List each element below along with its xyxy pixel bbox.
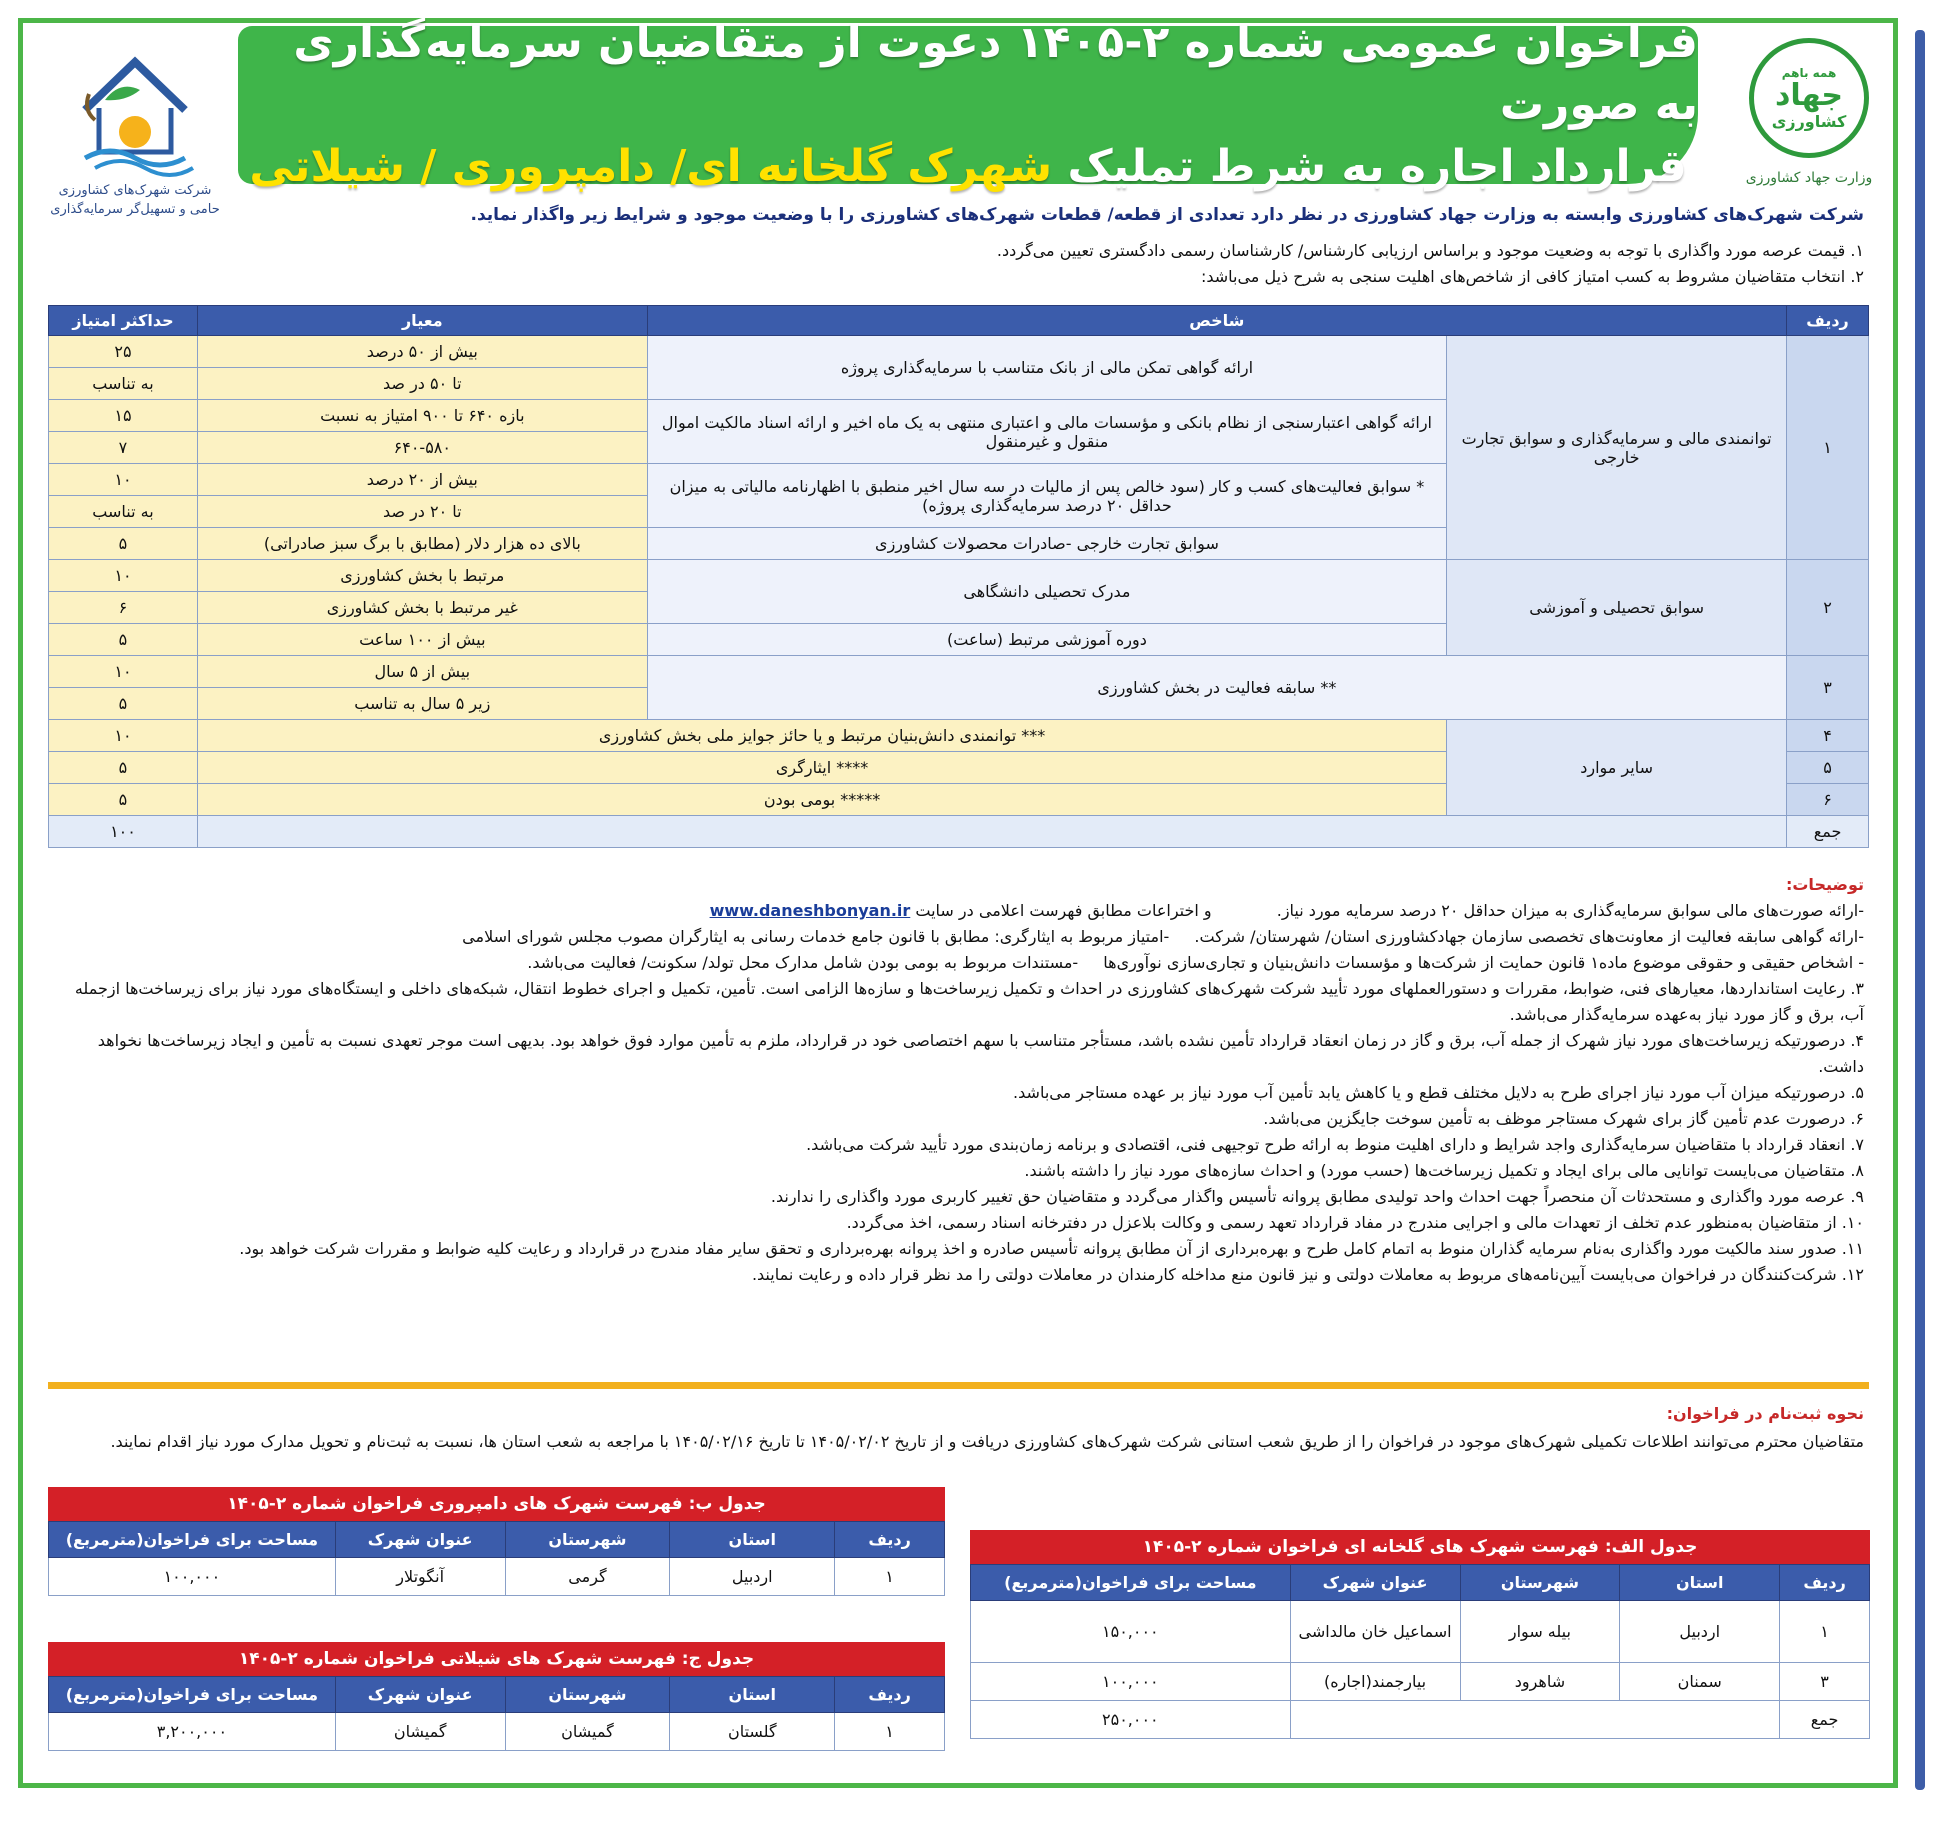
cell: گمیشان <box>505 1713 670 1751</box>
rule-7: ۷. انعقاد قرارداد با متقاضیان سرمایه‌گذاری واجد شرایط و دارای اهلیت منوط به ارائه طرح توجیهی فنی، اقتصادی و برنامه زمان‌بندی مورد تأیید شرکت می‌باشد. <box>806 1135 1864 1154</box>
cell: ۱ <box>835 1713 945 1751</box>
max-cell: ۲۵ <box>49 336 198 368</box>
note-text: -مستندات مربوط به بومی بودن شامل مدارک محل تولد/ سکونت/ فعالیت می‌باشد. <box>527 953 1079 972</box>
group-name: سایر موارد <box>1447 720 1787 816</box>
col-header: عنوان شهرک <box>335 1677 505 1713</box>
cell: اسماعیل خان مالداشی <box>1290 1601 1460 1663</box>
sum-empty <box>197 816 1786 848</box>
cell: گمیشان <box>335 1713 505 1751</box>
group-name: توانمندی مالی و سرمایه‌گذاری و سوابق تجارت خارجی <box>1447 336 1787 560</box>
cell: اردبیل <box>670 1558 835 1596</box>
col-header: مساحت برای فراخوان(مترمربع) <box>49 1677 336 1713</box>
table-row <box>49 336 1869 368</box>
cell: ۳ <box>1780 1663 1870 1701</box>
row-number: ۲ <box>1787 560 1869 656</box>
col-header: مساحت برای فراخوان(مترمربع) <box>971 1565 1291 1601</box>
cell: سمنان <box>1620 1663 1780 1701</box>
title-line-2 <box>249 136 1686 198</box>
group-name: سوابق تحصیلی و آموزشی <box>1447 560 1787 656</box>
cell: گرمی <box>505 1558 670 1596</box>
max-cell: ۶ <box>49 592 198 624</box>
cell: ۳,۲۰۰,۰۰۰ <box>49 1713 336 1751</box>
criterion-cell: مرتبط با بخش کشاورزی <box>197 560 647 592</box>
max-cell: به تناسب <box>49 368 198 400</box>
table-row <box>49 1713 945 1751</box>
criterion-cell: تا ۵۰ در صد <box>197 368 647 400</box>
logo-word-keshavarzi: کشاورزی <box>1771 111 1847 131</box>
cell: بیارجمند(اجاره) <box>1290 1663 1460 1701</box>
scoring-table <box>48 305 1869 848</box>
rule-2: ۲. انتخاب متقاضیان مشروط به کسب امتیاز کافی از شاخص‌های اهلیت سنجی به شرح ذیل می‌باشد: <box>1200 267 1864 286</box>
note-text: - اشخاص حقیقی و حقوقی موضوع ماده۱ قانون حمایت از شرکت‌ها و مؤسسات دانش‌بنیان و تجاری‌سازی نوآوری‌ها <box>1103 953 1864 972</box>
rule-8: ۸. متقاضیان می‌بایست توانایی مالی برای ایجاد و تکمیل زیرساخت‌ها (حسب مورد) و احداث سازه‌های مورد نیاز را داشته باشند. <box>1024 1161 1864 1180</box>
rule-10: ۱۰. از متقاضیان به‌منظور عدم تخلف از تعهدات مالی و اجرایی مندرج در مفاد قرارداد تعهد رسمی و وکالت بلاعزل در دفترخانه اسناد رسمی، اخذ می‌گردد. <box>846 1213 1864 1232</box>
ministry-caption: وزارت جهاد کشاورزی <box>1745 170 1873 186</box>
intro-text: شرکت شهرک‌های کشاورزی وابسته به وزارت جهاد کشاورزی در نظر دارد تعدادی از قطعه/ قطعات شهرک‌های کشاورزی را با وضعیت موجود و شرایط زیر واگذار نماید. <box>470 205 1864 225</box>
cell: بیله سوار <box>1460 1601 1620 1663</box>
col-header: شهرستان <box>1460 1565 1620 1601</box>
rule-4: ۴. درصورتیکه زیرساخت‌های مورد نیاز شهرک از جمله آب، برق و گاز در زمان انعقاد قرارداد تأمین نشده باشد، مستأجر متناسب با سهم اختصاصی خود در قرارداد، ملزم به تأمین موارد فوق خواهد بود. بدیهی است موجر تعهدی نسبت به تأمین و ایجاد زیرساخت‌ها نخواهد داشت. <box>97 1031 1864 1076</box>
col-header: ردیف <box>835 1522 945 1558</box>
table-fishery-title: جدول ج: فهرست شهرک های شیلاتی فراخوان شماره ۲-۱۴۰۵ <box>48 1642 945 1676</box>
header-index: شاخص <box>647 306 1786 336</box>
col-header: عنوان شهرک <box>335 1522 505 1558</box>
max-cell: ۱۵ <box>49 400 198 432</box>
index-cell: **** ایثارگری <box>197 752 1446 784</box>
logo-word-jahad: جهاد <box>1774 77 1844 113</box>
col-header: ردیف <box>1780 1565 1870 1601</box>
criterion-cell: تا ۲۰ در صد <box>197 496 647 528</box>
col-header: ردیف <box>835 1677 945 1713</box>
registration-section <box>44 1400 1864 1456</box>
note-line <box>54 924 1864 950</box>
col-header: مساحت برای فراخوان(مترمربع) <box>49 1522 336 1558</box>
sum-label: جمع <box>1780 1701 1870 1739</box>
criterion-cell: غیر مرتبط با بخش کشاورزی <box>197 592 647 624</box>
cell: آنگوتلار <box>335 1558 505 1596</box>
sum-row <box>971 1701 1870 1739</box>
row-number: ۶ <box>1787 784 1869 816</box>
sum-value: ۱۰۰ <box>49 816 198 848</box>
note-text: -ارائه گواهی سابقه فعالیت از معاونت‌های تخصصی سازمان جهادکشاورزی استان/ شهرستان/ شرکت. <box>1194 927 1864 946</box>
rule-5: ۵. درصورتیکه میزان آب مورد نیاز اجرای طرح به دلایل مختلف قطع و یا کاهش یابد تأمین آب مورد نیاز بر عهده مستاجر می‌باشد. <box>1013 1083 1864 1102</box>
sum-row <box>49 816 1869 848</box>
registration-heading: نحوه ثبت‌نام در فراخوان: <box>1666 1404 1864 1423</box>
index-cell: ارائه گواهی اعتبارسنجی از نظام بانکی و مؤسسات مالی و اعتباری منتهی به یک ماه اخیر و ارائه اسناد مالکیت اموال منقول و غیرمنقول <box>647 400 1447 464</box>
index-cell: سوابق تجارت خارجی -صادرات محصولات کشاورزی <box>647 528 1447 560</box>
rule-12: ۱۲. شرکت‌کنندگان در فراخوان می‌بایست آیین‌نامه‌های مربوط به معاملات دولتی و نیز قانون منع مداخله کارمندان در معاملات دولتی را مد نظر قرار داده و رعایت نمایند. <box>751 1265 1864 1284</box>
rule-1: ۱. قیمت عرصه مورد واگذاری با توجه به وضعیت موجود و براساس ارزیابی کارشناس/ کارشناسان رسمی دادگستری تعیین می‌گردد. <box>996 241 1864 260</box>
row-number: ۵ <box>1787 752 1869 784</box>
table-greenhouse-title: جدول الف: فهرست شهرک های گلخانه ای فراخوان شماره ۲-۱۴۰۵ <box>970 1530 1870 1564</box>
table-row <box>49 720 1869 752</box>
registration-text: متقاضیان محترم می‌توانند اطلاعات تکمیلی شهرک‌های موجود در فراخوان را از طریق شعب استانی شرکت شهرک‌های کشاورزی دریافت و از تاریخ ۱۴۰۵/۰۲/۰۲ تا تاریخ ۱۴۰۵/۰۲/۱۶ با مراجعه به شعب استان ها، نسبت به ثبت‌نام و تحویل مدارک مورد نیاز اقدام نمایند. <box>110 1432 1864 1451</box>
row-number: ۱ <box>1787 336 1869 560</box>
rule-3: ۳. رعایت استانداردها، معیارهای فنی، ضوابط، مقررات و دستورالعملهای مورد تأیید شرکت شهرک‌های کشاورزی در احداث و تکمیل زیرساخت‌ها و سازه‌ها الزامی است. تأمین، تکمیل و اجرای خطوط انتقال، شبکه‌های داخلی و ایستگاه‌های مورد نیاز برای زیرساخت‌ها ازجمله آب، برق و گاز مورد نیاز به‌عهده سرمایه‌گذار می‌باشد. <box>74 979 1864 1024</box>
max-cell: ۷ <box>49 432 198 464</box>
page-scrollbar[interactable] <box>1915 30 1925 1790</box>
criterion-cell: بیش از ۵ سال <box>197 656 647 688</box>
table-header-row <box>971 1565 1870 1601</box>
col-header: استان <box>670 1677 835 1713</box>
table-greenhouse <box>970 1530 1870 1739</box>
max-cell: ۱۰ <box>49 560 198 592</box>
table-header-row <box>49 1522 945 1558</box>
cell: شاهرود <box>1460 1663 1620 1701</box>
index-cell: *** توانمندی دانش‌بنیان مرتبط و یا حائز جوایز ملی بخش کشاورزی <box>197 720 1446 752</box>
col-header: استان <box>1620 1565 1780 1601</box>
company-caption-1: شرکت شهرک‌های کشاورزی <box>58 183 212 198</box>
sum-label: جمع <box>1787 816 1869 848</box>
rule-11: ۱۱. صدور سند مالکیت مورد واگذاری به‌نام سرمایه گذاران منوط به اتمام کامل طرح و بهره‌برداری از آن مطابق پروانه تأسیس صادره و اخذ پروانه بهره‌برداری و تحقق سایر مفاد مندرج در قرارداد و رعایت کلیه ضوابط و مقررات شرکت خواهد بود. <box>239 1239 1864 1258</box>
col-header: استان <box>670 1522 835 1558</box>
cell: ۱ <box>1780 1601 1870 1663</box>
table-livestock <box>48 1487 945 1596</box>
table-row <box>971 1663 1870 1701</box>
logo-slogan: همه باهم <box>1781 65 1837 80</box>
jahad-logo-circle <box>1749 38 1869 158</box>
table-row <box>49 1558 945 1596</box>
max-cell: ۵ <box>49 784 198 816</box>
sum-value: ۲۵۰,۰۰۰ <box>971 1701 1291 1739</box>
index-cell: ارائه گواهی تمکن مالی از بانک متناسب با سرمایه‌گذاری پروژه <box>647 336 1447 400</box>
header-criterion: معیار <box>197 306 647 336</box>
criterion-cell: بیش از ۱۰۰ ساعت <box>197 624 647 656</box>
company-logo <box>40 40 230 218</box>
row-number: ۴ <box>1787 720 1869 752</box>
note-text: و اختراعات مطابق فهرست اعلامی در سایت <box>915 901 1212 920</box>
header-row-no: ردیف <box>1787 306 1869 336</box>
note-line <box>54 950 1864 976</box>
index-cell: ***** بومی بودن <box>197 784 1446 816</box>
criterion-cell: زیر ۵ سال به تناسب <box>197 688 647 720</box>
title-banner <box>238 17 1698 192</box>
col-header: عنوان شهرک <box>1290 1565 1460 1601</box>
index-cell: * سوابق فعالیت‌های کسب و کار (سود خالص پس از مالیات در سه سال اخیر منطبق با اظهارنامه مالیاتی به میزان حداقل ۲۰ درصد سرمایه‌گذاری پروژه) <box>647 464 1447 528</box>
title-line-2-highlight: شهرک گلخانه ای/ دامپروری / شیلاتی <box>249 141 1053 192</box>
col-header: شهرستان <box>505 1677 670 1713</box>
title-line-2-a: قرارداد اجاره به شرط تملیک <box>1067 141 1687 192</box>
cell: ۱۰۰,۰۰۰ <box>49 1558 336 1596</box>
criterion-cell: بالای ده هزار دلار (مطابق با برگ سبز صادراتی) <box>197 528 647 560</box>
daneshbonyan-link[interactable]: www.daneshbonyan.ir <box>709 901 911 920</box>
max-cell: ۵ <box>49 752 198 784</box>
rule-6: ۶. درصورت عدم تأمین گاز برای شهرک مستاجر موظف به تأمین سوخت جایگزین می‌باشد. <box>1263 1109 1864 1128</box>
note-line <box>54 898 1864 924</box>
criterion-cell: بازه ۶۴۰ تا ۹۰۰ امتیاز به نسبت <box>197 400 647 432</box>
cell: ۱۰۰,۰۰۰ <box>971 1663 1291 1701</box>
index-cell: مدرک تحصیلی دانشگاهی <box>647 560 1447 624</box>
table-row <box>971 1601 1870 1663</box>
criterion-cell: ۶۴۰-۵۸۰ <box>197 432 647 464</box>
max-cell: ۵ <box>49 528 198 560</box>
max-cell: ۵ <box>49 624 198 656</box>
rule-9: ۹. عرصه مورد واگذاری و مستحدثات آن منحصراً جهت احداث واحد تولیدی مطابق پروانه تأسیس واگذار می‌گردد و متقاضیان حق تغییر کاربری مورد واگذاری را ندارند. <box>770 1187 1864 1206</box>
note-text: -امتیاز مربوط به ایثارگری: مطابق با قانون جامع خدمات رسانی به ایثارگران مصوب مجلس شورای اسلامی <box>462 927 1170 946</box>
table-livestock-title: جدول ب: فهرست شهرک های دامپروری فراخوان شماره ۲-۱۴۰۵ <box>48 1487 945 1521</box>
table-row <box>49 560 1869 592</box>
greenhouse-icon <box>65 40 205 180</box>
company-caption-2: حامی و تسهیل‌گر سرمایه‌گذاری <box>50 202 220 217</box>
col-header: شهرستان <box>505 1522 670 1558</box>
table-fishery <box>48 1642 945 1751</box>
scoring-header-row <box>49 306 1869 336</box>
max-cell: ۱۰ <box>49 720 198 752</box>
max-cell: به تناسب <box>49 496 198 528</box>
max-cell: ۱۰ <box>49 464 198 496</box>
max-cell: ۱۰ <box>49 656 198 688</box>
max-cell: ۵ <box>49 688 198 720</box>
ministry-logo <box>1734 38 1884 186</box>
index-cell: دوره آموزشی مرتبط (ساعت) <box>647 624 1447 656</box>
table-row <box>49 656 1869 688</box>
cell: ۱ <box>835 1558 945 1596</box>
sum-empty <box>1290 1701 1779 1739</box>
criterion-cell: بیش از ۲۰ درصد <box>197 464 647 496</box>
note-text: -ارائه صورت‌های مالی سوابق سرمایه‌گذاری به میزان حداقل ۲۰ درصد سرمایه مورد نیاز. <box>1276 901 1864 920</box>
cell: گلستان <box>670 1713 835 1751</box>
section-divider <box>48 1382 1869 1389</box>
criterion-cell: بیش از ۵۰ درصد <box>197 336 647 368</box>
row-number: ۳ <box>1787 656 1869 720</box>
notes-section <box>54 872 1864 1288</box>
notes-heading: توضیحات: <box>1785 875 1864 894</box>
cell: ۱۵۰,۰۰۰ <box>971 1601 1291 1663</box>
table-header-row <box>49 1677 945 1713</box>
cell: اردبیل <box>1620 1601 1780 1663</box>
header-max: حداکثر امتیاز <box>49 306 198 336</box>
title-line-1: فراخوان عمومی شماره ۲-۱۴۰۵ دعوت از متقاضیان سرمایه‌گذاری به صورت <box>293 17 1698 130</box>
index-cell: ** سابقه فعالیت در بخش کشاورزی <box>647 656 1786 720</box>
rules-top <box>64 238 1864 290</box>
